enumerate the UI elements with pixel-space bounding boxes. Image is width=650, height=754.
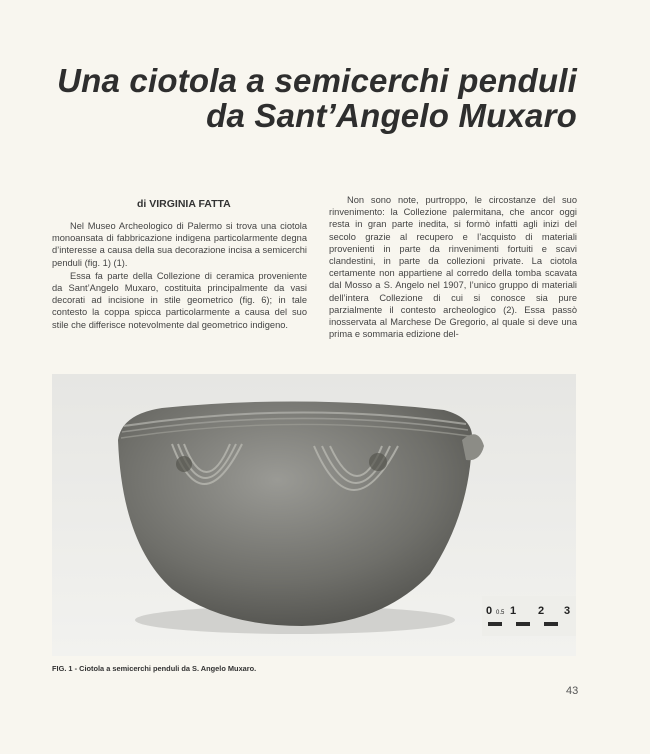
scale-label-3: 3 [564,605,571,617]
scale-label-0: 0 [486,605,493,617]
article-author: di VIRGINIA FATTA [137,198,231,210]
paragraph-1: Nel Museo Archeologico di Palermo si trova una ciotola monoansata di fabbricazione indigena particolarmente degna d’interesse a causa della sua decorazione incisa a semicerchi penduli (fig. 1) (1). [52,221,307,268]
bowl-photograph [52,374,576,656]
scale-label-1: 1 [510,605,517,617]
article-title-line-2: da Sant’Angelo Muxaro [206,97,577,134]
left-text-column [52,220,307,331]
scale-label-0-5: 0.5 [496,610,505,616]
paragraph-2: Essa fa parte della Collezione di ceramica proveniente da Sant’Angelo Muxaro, costituita principalmente da vasi decorati ad incisione in stile geometrico (fig. 6); in tale contesto la coppa spicca particolarmente a causa del suo stile che differisce notevolmente dal geometrico indigeno. [52,270,307,330]
scale-label-2: 2 [538,605,545,617]
measurement-scale [482,596,576,636]
bowl-boss-right [369,453,387,471]
figure-caption: FIG. 1 - Ciotola a semicerchi penduli da S. Angelo Muxaro. [52,664,257,673]
paragraph-3: Non sono note, purtroppo, le circostanze del suo rinvenimento: la Collezione palermitana, che ancor oggi resta in gran parte inedita, si formò infatti agli inizi del secolo grazie al recupero e l’acquisto di materiali provenienti in parte da rinvenimenti fortuiti e scavi clandestini, in parte da collezioni private. La ciotola certamente non appartiene al corredo della tomba scavata dal Mosso a S. Angelo nel 1907, l’unico gruppo di materiali dell’intera Collezione di cui si conosce sia pure parzialmente il contesto archeologico (2). Essa passò inosservata al Marchese De Gregorio, al quale si deve una prima e sommaria edizione del- [329,195,577,340]
right-text-column [329,194,577,340]
article-title-line-1: Una ciotola a semicerchi penduli [57,62,577,99]
page-number: 43 [566,685,579,697]
bowl-boss-left [176,456,192,472]
